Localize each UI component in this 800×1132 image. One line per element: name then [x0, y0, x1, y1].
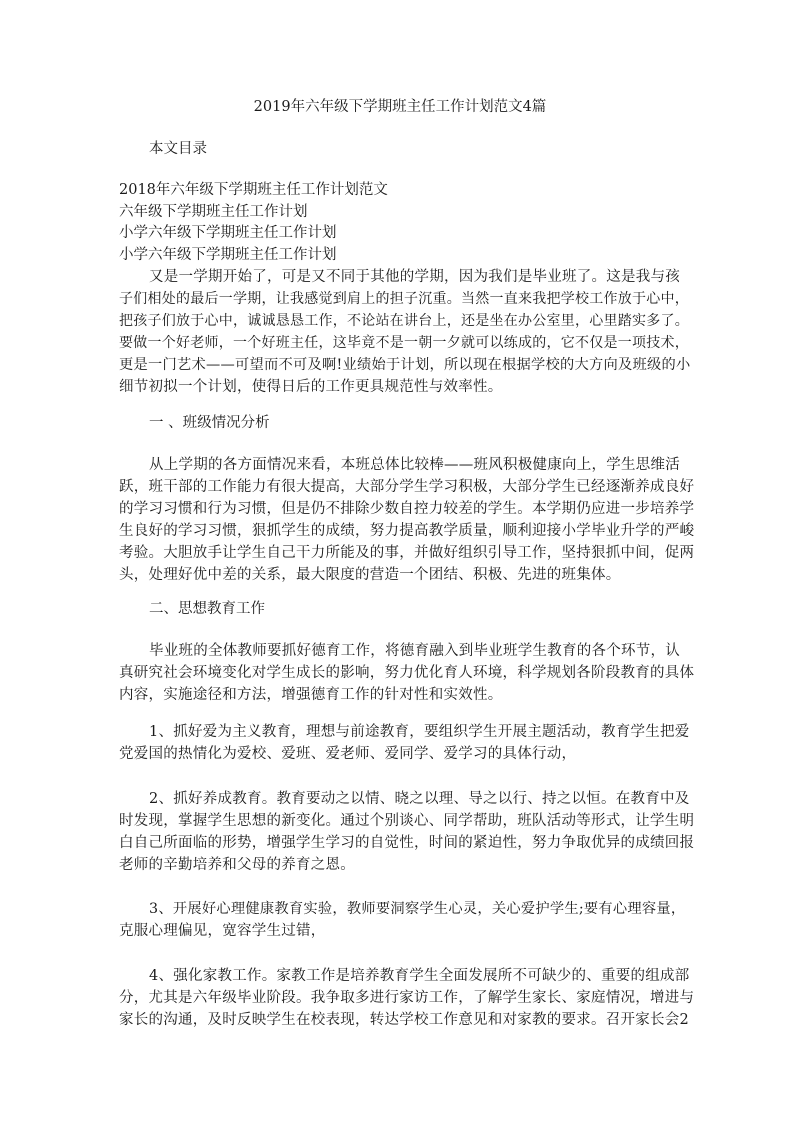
intro-paragraph [119, 266, 689, 398]
toc-item[interactable]: 小学六年级下学期班主任工作计划 [119, 225, 337, 241]
paragraph-line: 老师的辛勤培养和父母的养育之恩。 [119, 857, 355, 873]
paragraph-line: 从上学期的各方面情况来看，本班总体比较棒——班风积极健康向上，学生思维活 [149, 457, 680, 473]
paragraph-line: 4、强化家教工作。家教工作是培养教育学生全面发展所不可缺少的、重要的组成部 [149, 968, 690, 984]
paragraph-line: 家长的沟通，及时反映学生在校表现，转达学校工作意见和对家教的要求。召开家长会2 [119, 1012, 689, 1028]
item-1-paragraph [119, 721, 689, 765]
toc-item[interactable]: 2018年六年级下学期班主任工作计划范文 [119, 182, 388, 198]
item-4-paragraph [119, 965, 695, 1031]
paragraph-line: 真研究社会环境变化对学生成长的影响，努力优化育人环境，科学规划各阶段教育的具体 [119, 665, 695, 681]
paragraph-line: 1、抓好爱为主义教育，理想与前途教育，要组织学生开展主题活动，教育学生把爱 [149, 724, 690, 740]
paragraph-line: 细节初拟一个计划，使得日后的工作更具规范性与效率性。 [119, 379, 503, 395]
paragraph-line: 3、开展好心理健康教育实验，教师要洞察学生心灵，关心爱护学生;要有心理容量， [149, 901, 686, 917]
paragraph-line: 把孩子们放于心中，诚诚恳恳工作，不论站在讲台上，还是坐在办公室里，心里踏实多了。 [119, 313, 689, 329]
paragraph-line: 克服心理偏见，宽容学生过错， [119, 923, 326, 939]
table-of-contents [119, 180, 388, 266]
paragraph-line: 子们相处的最后一学期，让我感觉到肩上的担子沉重。当然一直来我把学校工作放于心中， [119, 291, 689, 307]
section-2-heading: 二、思想教育工作 [149, 601, 265, 617]
paragraph-line: 2、抓好养成教育。教育要动之以情、晓之以理、导之以行、持之以恒。在教育中及 [149, 791, 690, 807]
section-1-paragraph [119, 454, 695, 586]
section-2-paragraph [119, 640, 695, 706]
paragraph-line: 内容，实施途径和方法，增强德育工作的针对性和实效性。 [119, 687, 503, 703]
paragraph-line: 头，处理好优中差的关系，最大限度的营造一个团结、积极、先进的班集体。 [119, 567, 621, 583]
toc-item[interactable]: 六年级下学期班主任工作计划 [119, 203, 308, 220]
document-title: 2019年六年级下学期班主任工作计划范文4篇 [253, 99, 547, 115]
paragraph-line: 生良好的学习习惯，狠抓学生的成绩，努力提高教学质量，顺利迎接小学毕业升学的严峻 [119, 523, 695, 539]
item-2-paragraph [119, 788, 695, 876]
paragraph-line: 考验。大胆放手让学生自己干力所能及的事，并做好组织引导工作，坚持狠抓中间，促两 [119, 545, 695, 561]
paragraph-line: 要做一个好老师，一个好班主任，这毕竟不是一朝一夕就可以练成的，它不仅是一项技术， [119, 335, 689, 351]
paragraph-line: 的学习习惯和行为习惯，但是仍不排除少数自控力较差的学生。本学期仍应进一步培养学 [119, 501, 695, 517]
toc-item[interactable]: 小学六年级下学期班主任工作计划 [119, 246, 337, 263]
paragraph-line: 更是一门艺术——可望而不可及啊!业绩始于计划，所以现在根据学校的大方向及班级的小 [119, 357, 691, 373]
paragraph-line: 分，尤其是六年级毕业阶段。我争取多进行家访工作，了解学生家长、家庭情况，增进与 [119, 990, 695, 1006]
paragraph-line: 又是一学期开始了，可是又不同于其他的学期，因为我们是毕业班了。这是我与孩 [149, 269, 680, 285]
paragraph-line: 跃，班干部的工作能力有很大提高，大部分学生学习积极，大部分学生已经逐渐养成良好 [119, 479, 695, 495]
paragraph-line: 毕业班的全体教师要抓好德育工作，将德育融入到毕业班学生教育的各个环节，认 [149, 643, 680, 659]
section-2-heading-wrap [119, 598, 689, 620]
paragraph-line: 时发现，掌握学生思想的新变化。通过个别谈心、同学帮助，班队活动等形式，让学生明 [119, 813, 695, 829]
item-3-paragraph [119, 898, 689, 942]
section-1-heading: 一 、班级情况分析 [149, 415, 270, 431]
paragraph-line: 白自己所面临的形势，增强学生学习的自觉性，时间的紧迫性，努力争取优异的成绩回报 [119, 835, 695, 851]
paragraph-line: 党爱国的热情化为爱校、爱班、爱老师、爱同学、爱学习的具体行动， [119, 746, 577, 762]
section-1-heading-wrap [119, 412, 689, 434]
toc-heading: 本文目录 [149, 141, 207, 157]
